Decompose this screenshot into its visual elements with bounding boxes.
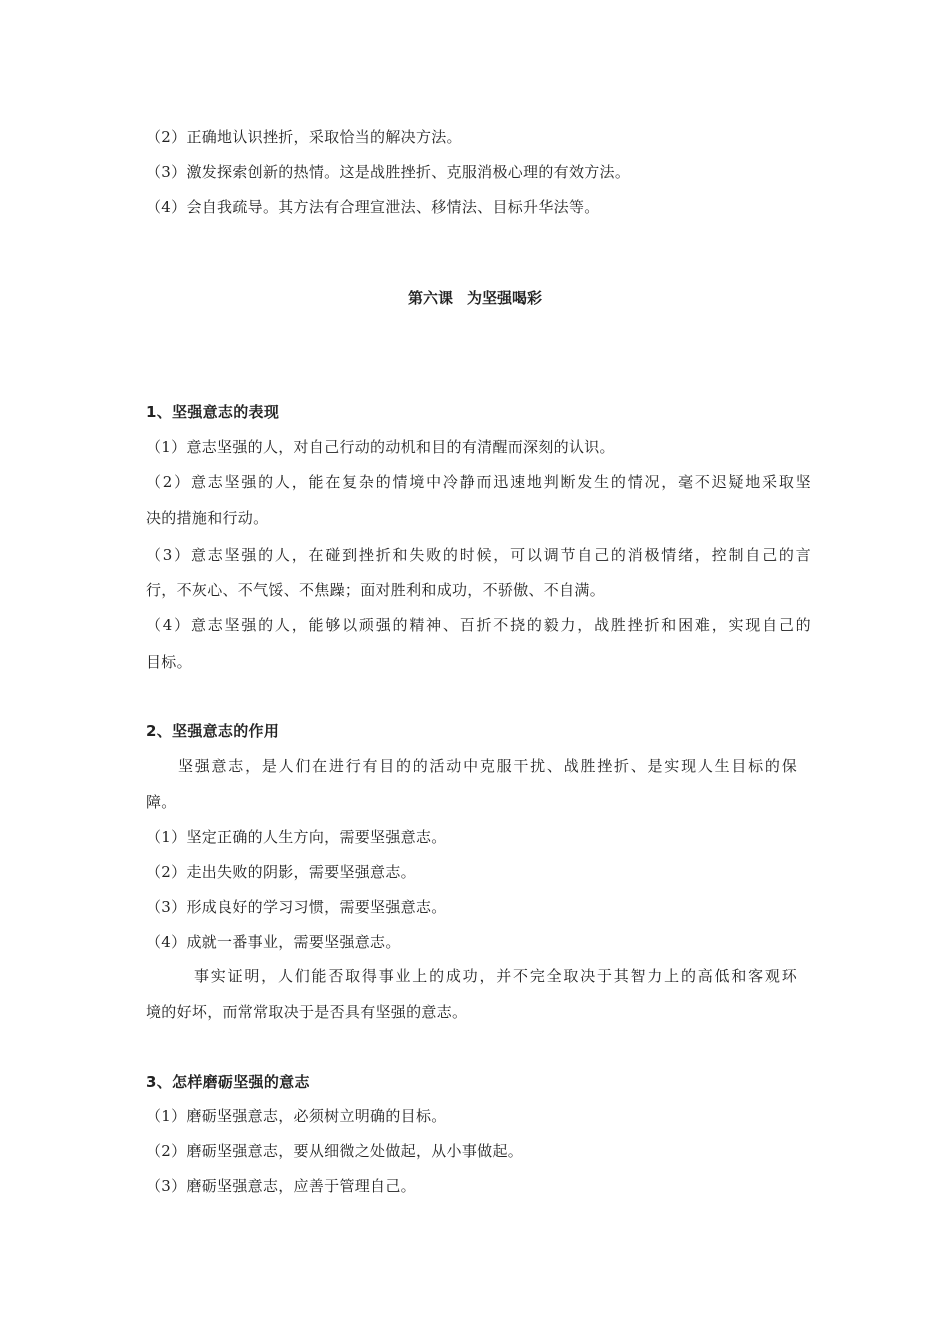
section1-line-7: 目标。 [146,653,192,671]
section1-line-3: 决的措施和行动。 [146,509,269,527]
section2-line-8: 境的好坏，而常常取决于是否具有坚强的意志。 [146,1003,468,1021]
section3-line-3: （3）磨砺坚强意志，应善于管理自己。 [146,1177,416,1195]
lesson-number: 第六课 [407,289,453,307]
section2-line-3: （1）坚定正确的人生方向，需要坚强意志。 [146,828,447,846]
section1-heading: 1、坚强意志的表现 [146,403,280,421]
section1-line-2: （2）意志坚强的人，能在复杂的情境中冷静而迅速地判断发生的情况，毫不迟疑地采取坚 [146,473,811,491]
intro-line-2: （3）激发探索创新的热情。这是战胜挫折、克服消极心理的有效方法。 [146,163,631,181]
section3-line-2: （2）磨砺坚强意志，要从细微之处做起，从小事做起。 [146,1142,524,1160]
section2-line-4: （2）走出失败的阴影，需要坚强意志。 [146,863,416,881]
section1-line-5: 行，不灰心、不气馁、不焦躁；面对胜利和成功，不骄傲、不自满。 [146,581,606,599]
section2-line-1: 坚强意志，是人们在进行有目的的活动中克服干扰、战胜挫折、是实现人生目标的保 [178,757,797,775]
section1-line-6: （4）意志坚强的人，能够以顽强的精神、百折不挠的毅力，战胜挫折和困难，实现自己的 [146,616,811,634]
lesson-name: 为坚强喝彩 [467,289,543,307]
section2-line-6: （4）成就一番事业，需要坚强意志。 [146,933,401,951]
intro-line-3: （4）会自我疏导。其方法有合理宣泄法、移情法、目标升华法等。 [146,198,600,216]
section1-line-1: （1）意志坚强的人，对自己行动的动机和目的有清醒而深刻的认识。 [146,438,615,456]
section3-line-1: （1）磨砺坚强意志，必须树立明确的目标。 [146,1107,447,1125]
intro-line-1: （2）正确地认识挫折，采取恰当的解决方法。 [146,128,462,146]
section2-heading: 2、坚强意志的作用 [146,722,280,740]
lesson-title [0,288,950,308]
section1-line-4: （3）意志坚强的人，在碰到挫折和失败的时候，可以调节自己的消极情绪，控制自己的言 [146,546,811,564]
section2-line-2: 障。 [146,793,177,811]
section2-line-5: （3）形成良好的学习习惯，需要坚强意志。 [146,898,447,916]
section2-line-7: 事实证明，人们能否取得事业上的成功，并不完全取决于其智力上的高低和客观环 [194,967,797,985]
section3-heading: 3、怎样磨砺坚强的意志 [146,1073,310,1091]
